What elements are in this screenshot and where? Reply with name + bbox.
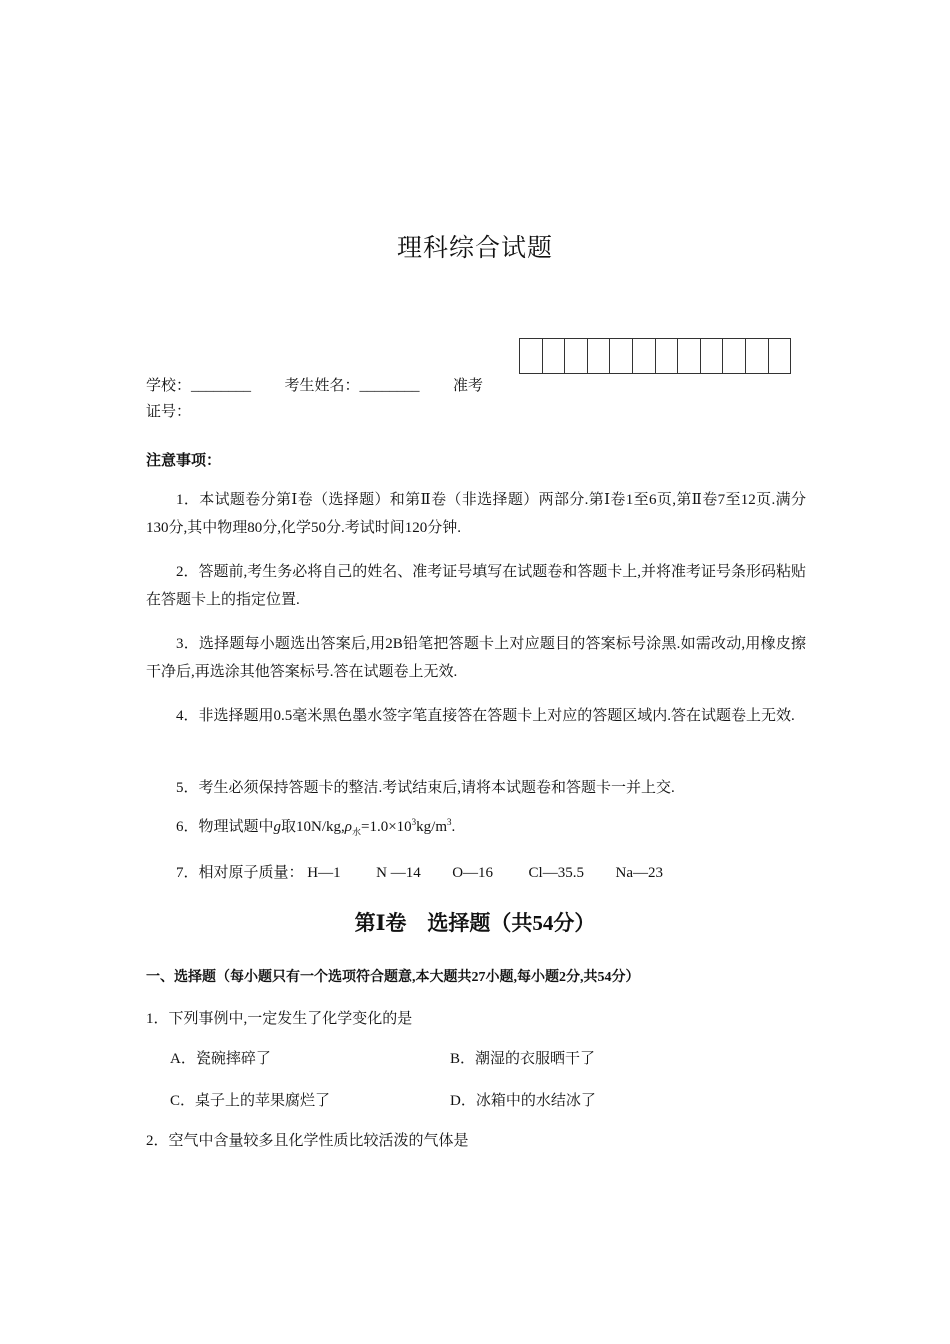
exam-id-digit-box[interactable]	[610, 338, 633, 374]
page-title: 理科综合试题	[396, 233, 553, 262]
exam-id-digit-box[interactable]	[678, 338, 701, 374]
item6-g: g	[273, 819, 282, 835]
exam-id-digit-box[interactable]	[769, 338, 792, 374]
question-2-stem: 2．空气中含量较多且化学性质比较活泼的气体是	[146, 1133, 469, 1149]
item7-label: 7．相对原子质量：	[176, 865, 304, 881]
question-1-option-d[interactable]: D．冰箱中的水结冰了	[450, 1093, 596, 1109]
atomic-mass-n: N —14	[376, 865, 421, 881]
exam-id-digit-box[interactable]	[723, 338, 746, 374]
atomic-mass-na: Na—23	[615, 865, 663, 881]
header-fields	[146, 374, 483, 395]
exam-id-label: 准考	[453, 378, 484, 394]
item6-val: =1.0×10	[361, 819, 412, 835]
item6-exp: 3	[411, 817, 417, 827]
notice-heading: 注意事项：	[146, 453, 222, 469]
item6-prefix: 6．物理试题中	[176, 819, 274, 835]
item6-end: .	[451, 819, 456, 835]
section-title: 第Ⅰ卷 选择题（共54分）	[354, 911, 596, 935]
notice-item-2: 2．答题前,考生务必将自己的姓名、准考证号填写在试题卷和答题卡上,并将准考证号条形码粘贴在答题卡上的指定位置.	[146, 564, 807, 608]
item6-sub: 水	[351, 827, 361, 837]
exam-id-digit-box[interactable]	[701, 338, 724, 374]
item6-unit-exp: 3	[447, 817, 452, 827]
notice-item-5: 5．考生必须保持答题卡的整洁.考试结束后,请将本试题卷和答题卡一并上交.	[176, 780, 675, 796]
item6-mid: 取10N/kg,	[281, 819, 345, 835]
notice-item-1: 1．本试题卷分第Ⅰ卷（选择题）和第Ⅱ卷（非选择题）两部分.第Ⅰ卷1至6页,第Ⅱ卷7至12页.满分130分,其中物理80分,化学50分.考试时间120分钟.	[146, 492, 806, 536]
notice-item-3: 3．选择题每小题选出答案后,用2B铅笔把答题卡上对应题目的答案标号涂黑.如需改动,用橡皮擦干净后,再选涂其他答案标号.答在试题卷上无效.	[146, 636, 806, 680]
atomic-mass-h: H—1	[307, 865, 341, 881]
question-1-stem: 1．下列事例中,一定发生了化学变化的是	[146, 1011, 413, 1027]
exam-id-label-cont: 证号：	[146, 404, 192, 420]
exam-id-digit-box[interactable]	[565, 338, 588, 374]
candidate-name-field[interactable]: 考生姓名：________	[284, 378, 420, 394]
item6-unit: kg/m	[416, 819, 448, 835]
notice-item-7	[176, 861, 663, 882]
exam-id-digit-box[interactable]	[656, 338, 679, 374]
notice-item-6	[176, 815, 455, 838]
question-1-option-a[interactable]: A．瓷碗摔碎了	[170, 1051, 271, 1067]
exam-id-digit-box[interactable]	[543, 338, 566, 374]
section-instruction: 一、选择题（每小题只有一个选项符合题意,本大题共27小题,每小题2分,共54分）	[146, 970, 640, 985]
exam-id-digit-box[interactable]	[520, 338, 543, 374]
question-1-option-b[interactable]: B．潮湿的衣服晒干了	[450, 1051, 596, 1067]
question-1-option-c[interactable]: C．桌子上的苹果腐烂了	[170, 1093, 331, 1109]
item6-rho: ρ	[344, 819, 352, 835]
atomic-mass-cl: Cl—35.5	[528, 865, 584, 881]
exam-id-digit-box[interactable]	[746, 338, 769, 374]
notice-item-4: 4．非选择题用0.5毫米黑色墨水签字笔直接答在答题卡上对应的答题区域内.答在试题卷上无效.	[176, 708, 795, 724]
school-field[interactable]: 学校：________	[146, 378, 252, 394]
exam-id-digit-box[interactable]	[633, 338, 656, 374]
exam-id-digit-box[interactable]	[588, 338, 611, 374]
atomic-mass-o: O—16	[452, 865, 494, 881]
exam-id-boxes[interactable]	[519, 338, 791, 374]
